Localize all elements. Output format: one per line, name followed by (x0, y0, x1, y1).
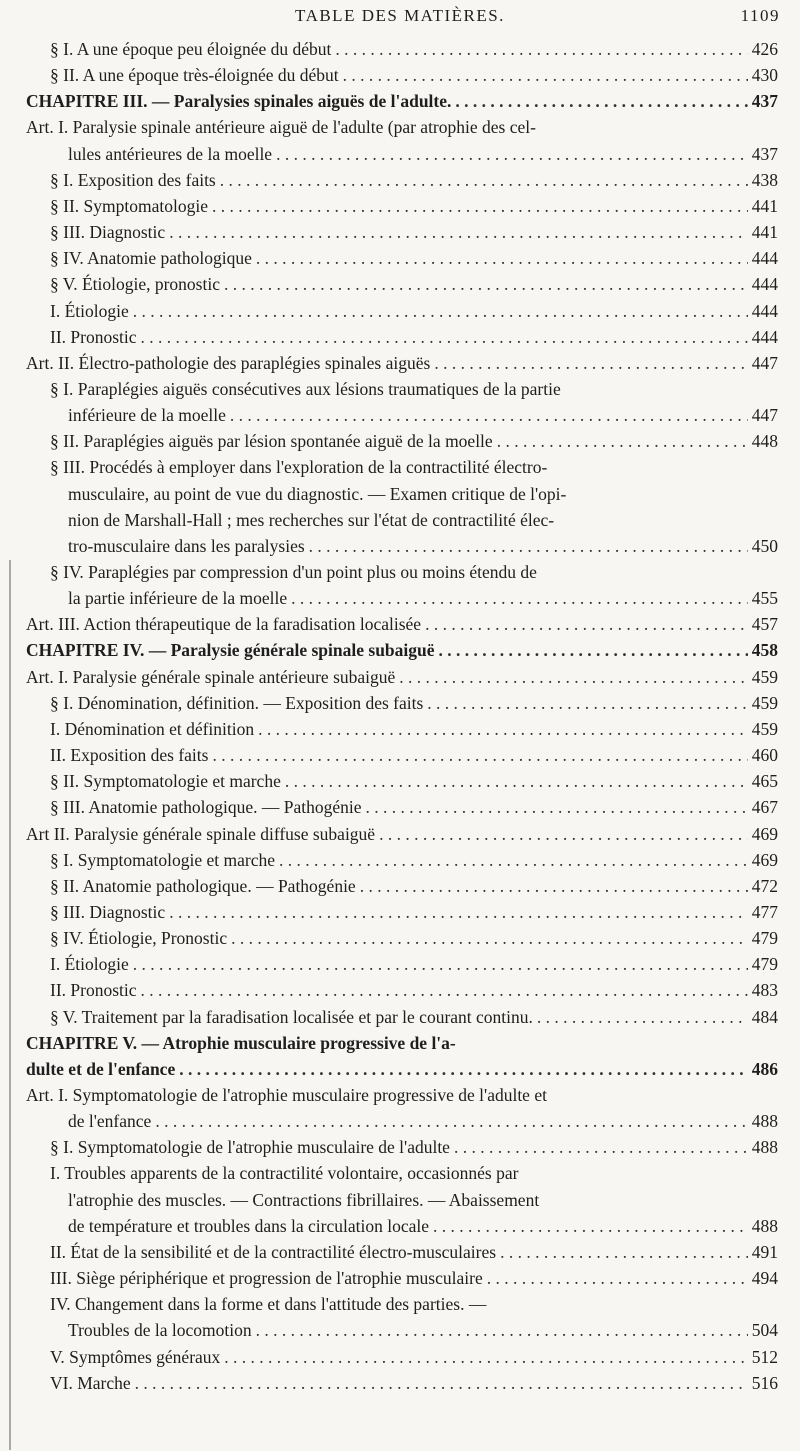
toc-entry-text: III. Siège périphérique et progression de l'atrophie musculaire (50, 1268, 483, 1289)
leader-dots (258, 716, 748, 742)
toc-page-number: 512 (751, 1346, 778, 1367)
toc-entry (68, 585, 778, 611)
toc-entry-text: § I. Paraplégies aiguës consécutives aux lésions traumatiques de la partie (50, 378, 561, 399)
toc-entry (26, 664, 778, 690)
toc-page-number: 467 (751, 797, 778, 818)
toc-entry-text: § I. Exposition des faits (50, 169, 216, 190)
toc-page-number: 494 (751, 1268, 778, 1289)
toc-entry (50, 847, 778, 873)
toc-entry (26, 114, 778, 140)
toc-entry (50, 1239, 778, 1265)
toc-page-number: 488 (751, 1215, 778, 1236)
leader-dots (335, 36, 747, 62)
leader-dots (179, 1056, 748, 1082)
toc-entry-text: § IV. Étiologie, Pronostic (50, 928, 228, 949)
toc-entry-text: § V. Traitement par la faradisation localisée et par le courant continu. (50, 1006, 533, 1027)
toc-entry-text: § II. Symptomatologie et marche (50, 771, 281, 792)
leader-dots (427, 690, 747, 716)
leader-dots (434, 350, 747, 376)
leader-dots (537, 1004, 748, 1030)
toc-page-number: 441 (751, 195, 778, 216)
toc-entry (50, 62, 778, 88)
toc-entry-text: Art. I. Paralysie spinale antérieure aiguë de l'adulte (par atrophie des cel- (26, 117, 536, 138)
toc-page-number: 491 (751, 1241, 778, 1262)
toc-entry (50, 1265, 778, 1291)
toc-entry-text: § I. Dénomination, définition. — Exposition des faits (50, 692, 424, 713)
toc-page-number: 477 (751, 901, 778, 922)
toc-entry-text: § II. Anatomie pathologique. — Pathogénie (50, 875, 356, 896)
toc-entry (50, 1344, 778, 1370)
leader-dots (487, 1265, 748, 1291)
leader-dots (276, 141, 748, 167)
toc-chapter-line (26, 637, 778, 663)
toc-page-number: 465 (751, 771, 778, 792)
toc-page-number: 455 (751, 588, 778, 609)
toc-entry (50, 36, 778, 62)
toc-page-number: 516 (751, 1372, 778, 1393)
leader-dots (141, 324, 748, 350)
toc-page-number: 504 (751, 1320, 778, 1341)
leader-dots (291, 585, 748, 611)
leader-dots (230, 402, 748, 428)
toc-page-number: 437 (751, 143, 778, 164)
toc-entry-text: I. Étiologie (50, 954, 129, 975)
toc-entry (50, 167, 778, 193)
toc-entry-text: Troubles de la locomotion (68, 1320, 252, 1341)
toc-entry (50, 951, 778, 977)
toc-entry-text: I. Troubles apparents de la contractilité volontaire, occasionnés par (50, 1163, 519, 1184)
toc-chapter-line (26, 1030, 778, 1056)
toc-entry-text: § III. Diagnostic (50, 222, 166, 243)
toc-entry-text: § II. A une époque très-éloignée du début (50, 65, 339, 86)
toc-entry-text: II. Exposition des faits (50, 745, 209, 766)
toc-entry (50, 428, 778, 454)
leader-dots (256, 1317, 748, 1343)
toc-page-number: 469 (751, 823, 778, 844)
toc-chapter-line (26, 1056, 778, 1082)
toc-entry-text: tro-musculaire dans les paralysies (68, 535, 305, 556)
toc-entry (50, 925, 778, 951)
toc-entry (68, 141, 778, 167)
toc-page-number: 444 (751, 326, 778, 347)
toc-entry (68, 1108, 778, 1134)
toc-entry (50, 219, 778, 245)
leader-dots (360, 873, 748, 899)
toc-entry (50, 454, 778, 480)
toc-entry (50, 1004, 778, 1030)
toc-entry (68, 1317, 778, 1343)
toc-page-number: 459 (751, 718, 778, 739)
leader-dots (500, 1239, 748, 1265)
toc-entry-text: dulte et de l'enfance (26, 1058, 176, 1079)
leader-dots (425, 611, 748, 637)
toc-entry (26, 821, 778, 847)
toc-entry (50, 899, 778, 925)
toc-entry (26, 611, 778, 637)
page-edge-shadow (9, 560, 11, 1450)
leader-dots (366, 794, 748, 820)
leader-dots (141, 977, 748, 1003)
toc-entry-text: Art. I. Paralysie générale spinale antérieure subaiguë (26, 666, 396, 687)
toc-page-number: 450 (751, 535, 778, 556)
toc-entry (50, 559, 778, 585)
toc-page-number: 458 (751, 640, 778, 661)
toc-page-number: 437 (751, 91, 778, 112)
toc-entry-text: § I. Symptomatologie de l'atrophie musculaire de l'adulte (50, 1137, 450, 1158)
toc-entry-text: CHAPITRE V. — Atrophie musculaire progressive de l'a- (26, 1032, 456, 1053)
toc-entry-text: II. État de la sensibilité et de la contractilité électro-musculaires (50, 1241, 497, 1262)
toc-entry (50, 977, 778, 1003)
toc-entry-text: II. Pronostic (50, 980, 137, 1001)
toc-entry-text: § V. Étiologie, pronostic (50, 274, 220, 295)
toc-entry (26, 350, 778, 376)
toc-page-number: 486 (751, 1058, 778, 1079)
toc-page-number: 444 (751, 248, 778, 269)
leader-dots (379, 821, 748, 847)
toc-page-number: 430 (751, 65, 778, 86)
toc-entry-text: CHAPITRE IV. — Paralysie générale spinale subaiguë (26, 640, 435, 661)
leader-dots (433, 1213, 748, 1239)
toc-entry-text: § II. Symptomatologie (50, 195, 208, 216)
toc-chapter-line (26, 88, 778, 114)
leader-dots (155, 1108, 747, 1134)
toc-entry-text: la partie inférieure de la moelle (68, 588, 288, 609)
toc-page-number: 460 (751, 745, 778, 766)
toc-entry (50, 742, 778, 768)
page-header (0, 6, 800, 30)
toc-entry (50, 271, 778, 297)
toc-page-number: 488 (751, 1137, 778, 1158)
toc-entry (68, 1187, 778, 1213)
leader-dots (169, 219, 748, 245)
leader-dots (256, 245, 748, 271)
leader-dots (285, 768, 748, 794)
leader-dots (231, 925, 748, 951)
toc-entry-text: I. Étiologie (50, 300, 129, 321)
toc-entry (68, 1213, 778, 1239)
page-number: 1109 (740, 6, 780, 25)
toc-entry-text: § III. Anatomie pathologique. — Pathogénie (50, 797, 362, 818)
toc-page-number: 484 (751, 1006, 778, 1027)
toc-entry-text: § I. A une époque peu éloignée du début (50, 39, 332, 59)
toc-entry-text: § I. Symptomatologie et marche (50, 849, 276, 870)
leader-dots (279, 847, 748, 873)
running-title: TABLE DES MATIÈRES. (295, 6, 505, 25)
toc-entry-text: Art II. Paralysie générale spinale diffuse subaiguë (26, 823, 376, 844)
leader-dots (212, 193, 748, 219)
toc-page-number: 448 (751, 431, 778, 452)
toc-page-number: 479 (751, 928, 778, 949)
toc-page-number: 483 (751, 980, 778, 1001)
toc-entry-text: musculaire, au point de vue du diagnostic. — Examen critique de l'opi- (68, 483, 567, 504)
toc-page-number: 444 (751, 300, 778, 321)
toc-entry-text: § III. Procédés à employer dans l'exploration de la contractilité électro- (50, 457, 548, 478)
toc-page-number: 469 (751, 849, 778, 870)
toc-page-number: 459 (751, 692, 778, 713)
toc-entry-text: inférieure de la moelle (68, 405, 226, 426)
toc-entry (50, 716, 778, 742)
toc-entry (68, 507, 778, 533)
toc-entry (26, 1082, 778, 1108)
leader-dots (309, 533, 748, 559)
toc-entry-text: Art. III. Action thérapeutique de la faradisation localisée (26, 614, 422, 635)
toc-entry-text: § II. Paraplégies aiguës par lésion spontanée aiguë de la moelle (50, 431, 493, 452)
leader-dots (212, 742, 747, 768)
leader-dots (343, 62, 748, 88)
leader-dots (169, 899, 748, 925)
toc-entry-text: II. Pronostic (50, 326, 137, 347)
toc-entry (50, 1370, 778, 1396)
toc-entry-text: lules antérieures de la moelle (68, 143, 273, 164)
leader-dots (133, 951, 748, 977)
leader-dots (455, 88, 747, 114)
toc-entry (50, 1160, 778, 1186)
leader-dots (439, 637, 748, 663)
leader-dots (497, 428, 748, 454)
toc-page-number: 444 (751, 274, 778, 295)
toc-page-number: 447 (751, 405, 778, 426)
toc-page-number: 488 (751, 1111, 778, 1132)
toc-entry (50, 324, 778, 350)
toc-entry-text: V. Symptômes généraux (50, 1346, 221, 1367)
toc-page-number: 441 (751, 222, 778, 243)
toc-page-number: 447 (751, 352, 778, 373)
toc-entry (50, 1134, 778, 1160)
toc-entry-text: VI. Marche (50, 1372, 131, 1393)
toc-entry (68, 533, 778, 559)
leader-dots (224, 1344, 747, 1370)
leader-dots (224, 271, 748, 297)
toc-entry-text: CHAPITRE III. — Paralysies spinales aiguës de l'adulte. (26, 91, 452, 112)
toc-entry-text: Art. II. Électro-pathologie des paraplégies spinales aiguës (26, 352, 431, 373)
toc-entry-text: de l'enfance (68, 1111, 152, 1132)
toc-entry-text: § IV. Anatomie pathologique (50, 248, 252, 269)
leader-dots (220, 167, 748, 193)
toc-entry (68, 402, 778, 428)
toc-entry (50, 193, 778, 219)
toc-entry-text: Art. I. Symptomatologie de l'atrophie musculaire progressive de l'adulte et (26, 1085, 547, 1105)
toc-page-number: 457 (751, 614, 778, 635)
leader-dots (454, 1134, 748, 1160)
leader-dots (399, 664, 747, 690)
toc-entry-text: § IV. Paraplégies par compression d'un point plus ou moins étendu de (50, 562, 537, 582)
toc-entry (50, 1291, 778, 1317)
toc-entry (50, 873, 778, 899)
toc-entry-text: de température et troubles dans la circulation locale (68, 1215, 430, 1236)
toc-entry-text: nion de Marshall-Hall ; mes recherches sur l'état de contractilité élec- (68, 509, 555, 530)
toc-entry (50, 376, 778, 402)
toc-page-number: 472 (751, 875, 778, 896)
toc-entry-text: IV. Changement dans la forme et dans l'attitude des parties. — (50, 1294, 487, 1315)
toc-entry (50, 768, 778, 794)
toc-entry (50, 298, 778, 324)
toc-entry (50, 245, 778, 271)
leader-dots (133, 298, 748, 324)
toc-page-number: 438 (751, 169, 778, 190)
toc-entry-text: I. Dénomination et définition (50, 718, 255, 739)
toc-entry (68, 481, 778, 507)
leader-dots (135, 1370, 748, 1396)
toc-entry (50, 690, 778, 716)
toc-page-number: 479 (751, 954, 778, 975)
toc-page-number: 426 (751, 39, 778, 59)
toc-entry-text: § III. Diagnostic (50, 901, 166, 922)
toc-entry (50, 794, 778, 820)
toc-page-number: 459 (751, 666, 778, 687)
toc-entry-text: l'atrophie des muscles. — Contractions fibrillaires. — Abaissement (68, 1189, 540, 1210)
